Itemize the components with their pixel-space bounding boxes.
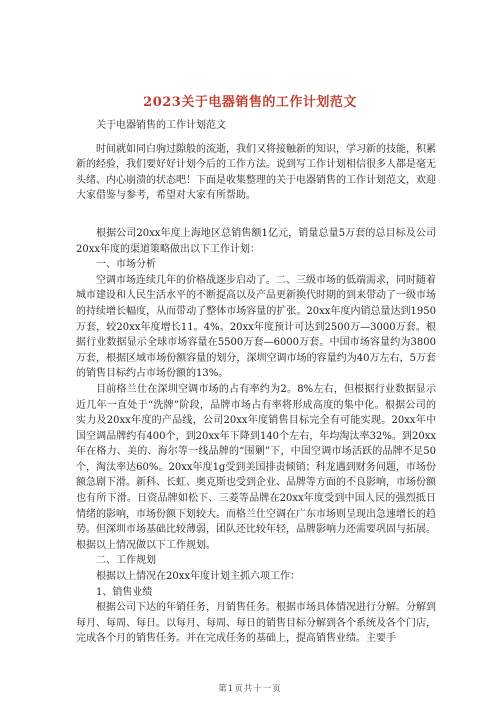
section-heading-sales-performance: 1、销售业绩 xyxy=(96,586,153,598)
document-subtitle: 关于电器销售的工作计划范文 xyxy=(96,120,226,131)
paragraph-sales-targets: 根据公司下达的年销任务，月销售任务。根据市场具体情况进行分解。分解到每月、每周、每日。以每月、每周、每日的销售目标分解到各个系统及各个门店，完成各个月的销售任务。并在完成任务的基础上，提高销售业绩。主要手 xyxy=(76,602,436,645)
paragraph-six-tasks: 根据以上情况在20xx年度计划主抓六项工作： xyxy=(96,571,301,583)
document-body xyxy=(76,118,436,647)
section-heading-market-analysis: 一、市场分析 xyxy=(96,259,156,271)
paragraph-market-share: 目前格兰仕在深圳空调市场的占有率约为2。8%左右，但根据行业数据显示近几年一直处于“洗牌”阶段，品牌市场占有率将形成高度的集中化。根据公司的实力及20xx年度的产品线，公司20xx年度销售目标完全有可能实现。20xx年中国空调品牌约有400个，到20xx年下降到140个左右，年均淘汰率32%。到20xx年在格力、美的、海尔等一线品牌的“围剿”下，中国空调市场活跃的品牌不足50个，淘汰率达60%。20xx年度1g受到美国排责倾销；科龙遇到财务问题，市场份额急剧下滑。新科、长虹、奥克斯也受到企业、品牌等方面的不良影响，市场份额也有所下滑。日资品牌如松下、三菱等品牌在20xx年度受到中国人民的强烈抵日情绪的影响，市场份额下划较大。而格兰仕空调在广东市场则呈现出急速增长的趋势。但深圳市场基础比较薄弱，团队还比较年轻，品牌影响力还需要巩固与拓展。根据以上情况做以下工作规划。 xyxy=(76,383,436,551)
document-title: 2023关于电器销售的工作计划范文 xyxy=(143,95,357,110)
page-footer: 第1页共十一页 xyxy=(218,684,282,694)
paragraph-market-capacity: 空调市场连续几年的价格战逐步启动了。二、三级市场的低端需求，同时随着城市建设和人民生活水平的不断提高以及产品更新换代时期的到来带动了一级市场的持续增长幅度，从而带动了整体市场容量的扩张。20xx年度内销总量达到1950万套，较20xx年度增长11。4%。20xx年度预计可达到2500万—3000万套。根据行业数据显示全球市场容量在5500万套—6000万套。中国市场容量约为3800万套，根据区域市场份额容量的划分，深圳空调市场的容量约为40万左右，5万套的销售目标约占市场份额的13%。 xyxy=(76,274,436,380)
intro-paragraph: 时间就如同白驹过隙般的流逝，我们又将接触新的知识，学习新的技能，积累新的经验，我们要好好计划今后的工作方法。说到写工作计划相信很多人都是毫无头绪、内心崩溃的状态吧！下面是收集整理的关于电器销售的工作计划范文，欢迎大家借鉴与参考，希望对大家有所帮助。 xyxy=(76,143,436,202)
spacer xyxy=(76,134,436,142)
paragraph-goal: 根据公司20xx年度上海地区总销售额1亿元，销量总量5万套的总目标及公司20xx年度的渠道策略做出以下工作计划： xyxy=(76,227,436,255)
section-heading-work-plan: 二、工作规划 xyxy=(96,555,156,567)
spacer xyxy=(76,204,436,226)
